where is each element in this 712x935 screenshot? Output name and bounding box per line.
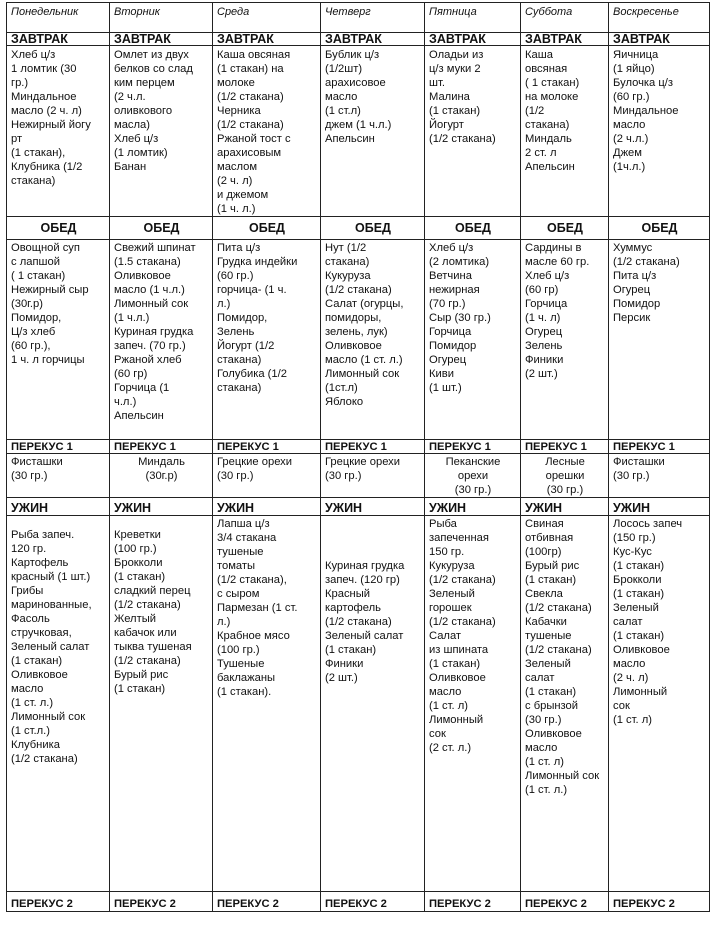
snack1-cell — [7, 454, 110, 498]
dinner-menu: Лосось запеч (150 гр.) Кус-Кус (1 стакан) Брокколи (1 стакан) Зеленый салат (1 стакан) Оливковое масло (2 ч. л) Лимонный сок (1 ст. л) — [613, 518, 683, 726]
snack2-label: ПЕРЕКУС 2 — [521, 892, 609, 912]
lunch-menu: Свежий шпинат (1.5 стакана) Оливковое масло (1 ч.л.) Лимонный сок (1 ч.л.) Куриная грудка запеч. (70 гр.) Ржаной хлеб (60 гр) Горчица (1 ч.л.) Апельсин — [114, 242, 196, 422]
breakfast-menu: Каша овсяная (1 стакан) на молоке (1/2 стакана) Черника (1/2 стакана) Ржаной тост с арахисовым маслом (2 ч. л) и джемом (1 ч. л.) — [217, 49, 291, 215]
day-header: Среда — [213, 3, 321, 33]
breakfast-label: ЗАВТРАК — [213, 33, 321, 46]
snack1-label: ПЕРЕКУС 1 — [7, 440, 110, 454]
breakfast-row — [7, 46, 710, 217]
snack1-header-row — [7, 440, 710, 454]
snack1-label: ПЕРЕКУС 1 — [521, 440, 609, 454]
day-header: Суббота — [521, 3, 609, 33]
snack1-menu: Грецкие орехи (30 гр.) — [325, 456, 401, 482]
lunch-label: ОБЕД — [321, 217, 425, 240]
snack2-label: ПЕРЕКУС 2 — [213, 892, 321, 912]
breakfast-menu: Бублик ц/з (1/2шт) арахисовое масло (1 ст.л) джем (1 ч.л.) Апельсин — [325, 49, 392, 145]
dinner-cell — [609, 516, 710, 892]
breakfast-cell — [321, 46, 425, 217]
lunch-label: ОБЕД — [213, 217, 321, 240]
breakfast-menu: Оладьи из ц/з муки 2 шт. Малина (1 стакан) Йогурт (1/2 стакана) — [429, 49, 496, 145]
snack1-label: ПЕРЕКУС 1 — [609, 440, 710, 454]
dinner-label: УЖИН — [609, 498, 710, 516]
snack1-label: ПЕРЕКУС 1 — [110, 440, 213, 454]
dinner-menu: Лапша ц/з 3/4 стакана тушеные томаты (1/2 стакана), с сыром Пармезан (1 ст. л.) Крабное мясо (100 гр.) Тушеные баклажаны (1 стакан). — [217, 518, 298, 698]
lunch-cell — [213, 240, 321, 440]
dinner-label: УЖИН — [7, 498, 110, 516]
lunch-label: ОБЕД — [609, 217, 710, 240]
snack1-cell — [321, 454, 425, 498]
lunch-menu: Пита ц/з Грудка индейки (60 гр.) горчица- (1 ч. л.) Помидор, Зелень Йогурт (1/2 стакана) Голубика (1/2 стакана) — [217, 242, 298, 394]
lunch-label: ОБЕД — [521, 217, 609, 240]
breakfast-label: ЗАВТРАК — [321, 33, 425, 46]
snack2-label: ПЕРЕКУС 2 — [425, 892, 521, 912]
day-header: Четверг — [321, 3, 425, 33]
day-header: Понедельник — [7, 3, 110, 33]
snack1-label: ПЕРЕКУС 1 — [425, 440, 521, 454]
lunch-cell — [7, 240, 110, 440]
lunch-cell — [425, 240, 521, 440]
lunch-cell — [110, 240, 213, 440]
day-header: Пятница — [425, 3, 521, 33]
dinner-label: УЖИН — [110, 498, 213, 516]
snack1-cell — [609, 454, 710, 498]
lunch-row — [7, 240, 710, 440]
snack1-row — [7, 454, 710, 498]
breakfast-cell — [213, 46, 321, 217]
lunch-cell — [521, 240, 609, 440]
lunch-menu: Нут (1/2 стакана) Кукуруза (1/2 стакана) Салат (огурцы, помидоры, зелень, лук) Оливковое масло (1 ст. л.) Лимонный сок (1ст.л) Яблоко — [325, 242, 404, 408]
breakfast-label: ЗАВТРАК — [521, 33, 609, 46]
breakfast-cell — [521, 46, 609, 217]
dinner-menu: Рыба запеч. 120 гр. Картофель красный (1 шт.) Грибы маринованные, Фасоль стручковая, Зеленый салат (1 стакан) Оливковое масло (1 ст. л.) Лимонный сок (1 ст.л.) Клубника (1/2 стакана) — [11, 529, 92, 765]
breakfast-menu: Каша овсяная ( 1 стакан) на молоке (1/2 стакана) Миндаль 2 ст. л Апельсин — [525, 49, 580, 173]
breakfast-menu: Омлет из двух белков со слад ким перцем (2 ч.л. оливкового масла) Хлеб ц/з (1 ломтик) Банан — [114, 49, 193, 173]
snack1-menu: Фисташки (30 гр.) — [11, 456, 63, 482]
dinner-cell — [521, 516, 609, 892]
dinner-cell — [213, 516, 321, 892]
snack1-menu: Лесные орешки (30 гр.) — [545, 456, 585, 496]
snack2-label: ПЕРЕКУС 2 — [609, 892, 710, 912]
snack2-label: ПЕРЕКУС 2 — [110, 892, 213, 912]
lunch-cell — [321, 240, 425, 440]
dinner-row — [7, 516, 710, 892]
snack2-label: ПЕРЕКУС 2 — [321, 892, 425, 912]
dinner-cell — [321, 516, 425, 892]
lunch-label: ОБЕД — [7, 217, 110, 240]
lunch-menu: Хуммус (1/2 стакана) Пита ц/з Огурец Помидор Персик — [613, 242, 680, 324]
day-header-row — [7, 3, 710, 33]
lunch-header-row — [7, 217, 710, 240]
breakfast-label: ЗАВТРАК — [110, 33, 213, 46]
lunch-menu: Сардины в масле 60 гр. Хлеб ц/з (60 гр) Горчица (1 ч. л) Огурец Зелень Финики (2 шт.) — [525, 242, 590, 380]
snack1-label: ПЕРЕКУС 1 — [321, 440, 425, 454]
breakfast-cell — [110, 46, 213, 217]
dinner-label: УЖИН — [521, 498, 609, 516]
snack2-label: ПЕРЕКУС 2 — [7, 892, 110, 912]
dinner-label: УЖИН — [213, 498, 321, 516]
dinner-menu: Рыба запеченная 150 гр. Кукуруза (1/2 стакана) Зеленый горошек (1/2 стакана) Салат из шпината (1 стакан) Оливковое масло (1 ст. л) Лимонный сок (2 ст. л.) — [429, 518, 496, 754]
snack1-cell — [213, 454, 321, 498]
day-header: Воскресенье — [609, 3, 710, 33]
breakfast-label: ЗАВТРАК — [425, 33, 521, 46]
dinner-header-row — [7, 498, 710, 516]
snack1-menu: Грецкие орехи (30 гр.) — [217, 456, 293, 482]
breakfast-header-row — [7, 33, 710, 46]
breakfast-menu: Яичница (1 яйцо) Булочка ц/з (60 гр.) Миндальное масло (2 ч.л.) Джем (1ч.л.) — [613, 49, 679, 173]
snack1-menu: Пеканские орехи (30 гр.) — [445, 456, 501, 496]
dinner-cell — [7, 516, 110, 892]
snack1-label: ПЕРЕКУС 1 — [213, 440, 321, 454]
snack1-cell — [425, 454, 521, 498]
dinner-menu: Куриная грудка запеч. (120 гр) Красный картофель (1/2 стакана) Зеленый салат (1 стакан) Финики (2 шт.) — [325, 560, 405, 684]
day-header: Вторник — [110, 3, 213, 33]
breakfast-label: ЗАВТРАК — [7, 33, 110, 46]
dinner-menu: Свиная отбивная (100гр) Бурый рис (1 стакан) Свекла (1/2 стакана) Кабачки тушеные (1/2 стакана) Зеленый салат (1 стакан) с брынзой (30 гр.) Оливковое масло (1 ст. л) Лимонный сок (1 ст. л.) — [525, 518, 600, 796]
lunch-label: ОБЕД — [110, 217, 213, 240]
snack1-menu: Миндаль (30г.р) — [138, 456, 185, 482]
lunch-cell — [609, 240, 710, 440]
breakfast-cell — [425, 46, 521, 217]
snack2-header-row — [7, 892, 710, 912]
snack1-menu: Фисташки (30 гр.) — [613, 456, 665, 482]
lunch-menu: Овощной суп с лапшой ( 1 стакан) Нежирный сыр (30г.р) Помидор, Ц/з хлеб (60 гр.), 1 ч. л горчицы — [11, 242, 89, 366]
snack1-cell — [521, 454, 609, 498]
breakfast-cell — [7, 46, 110, 217]
dinner-cell — [425, 516, 521, 892]
meal-plan-table — [6, 2, 710, 912]
dinner-menu: Креветки (100 гр.) Брокколи (1 стакан) сладкий перец (1/2 стакана) Желтый кабачок или тыква тушеная (1/2 стакана) Бурый рис (1 стакан) — [114, 529, 192, 695]
breakfast-menu: Хлеб ц/з 1 ломтик (30 гр.) Миндальное масло (2 ч. л) Нежирный йогу рт (1 стакан), Клубника (1/2 стакана) — [11, 49, 91, 187]
snack1-cell — [110, 454, 213, 498]
lunch-label: ОБЕД — [425, 217, 521, 240]
dinner-label: УЖИН — [321, 498, 425, 516]
breakfast-cell — [609, 46, 710, 217]
dinner-label: УЖИН — [425, 498, 521, 516]
dinner-cell — [110, 516, 213, 892]
breakfast-label: ЗАВТРАК — [609, 33, 710, 46]
lunch-menu: Хлеб ц/з (2 ломтика) Ветчина нежирная (70 гр.) Сыр (30 гр.) Горчица Помидор Огурец Киви (1 шт.) — [429, 242, 491, 394]
